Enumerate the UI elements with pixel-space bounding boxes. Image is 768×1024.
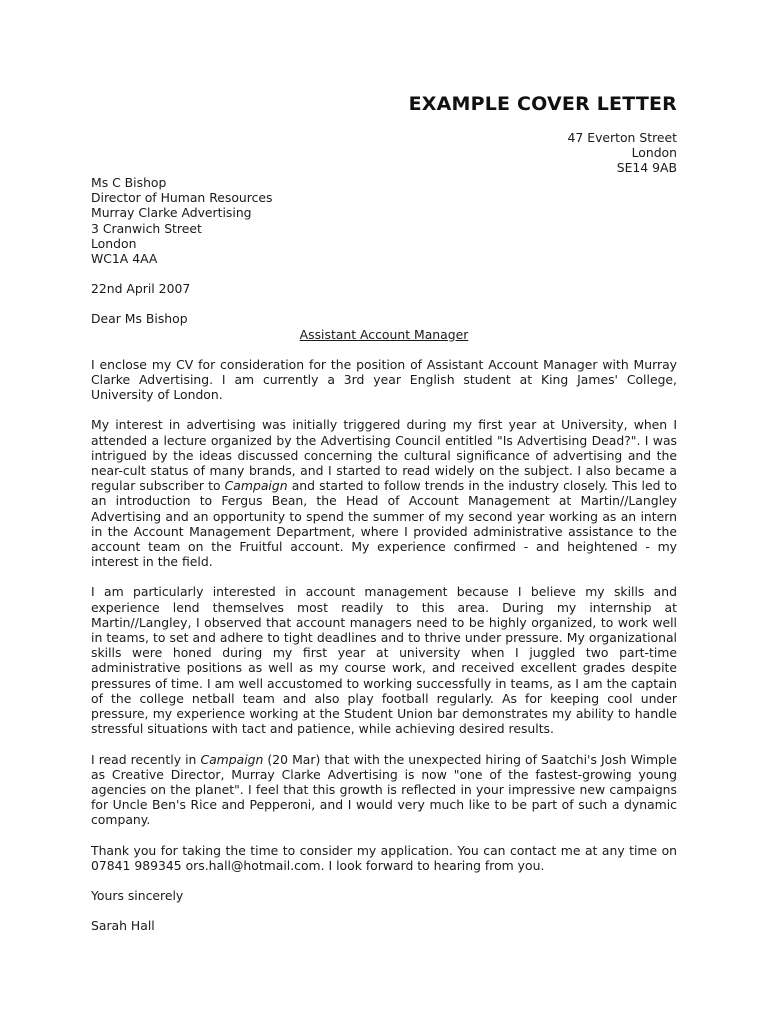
recipient-company: Murray Clarke Advertising [91, 205, 252, 221]
paragraph-intro: I enclose my CV for consideration for the position of Assistant Account Manager with Murray Clarke Advertising. I am currently a 3rd year English student at King James' College, University of London. [91, 356, 677, 403]
sender-address [568, 130, 677, 176]
paragraph-company-text-a: I read recently in [91, 751, 201, 767]
document-title: EXAMPLE COVER LETTER [408, 93, 677, 115]
paragraph-background-text-b: and started to follow trends in the industry closely. This led to an introduction to Fergus Bean, the Head of Account Management at Martin//Langley Advertising and an opportunity to spend the summer of my second year working as an intern in the Account Management Department, where I provided administrative assistance to the account team on the Fruitful account. My experience confirmed - and heightened - my interest in the field. [91, 478, 677, 570]
recipient-street: 3 Cranwich Street [91, 220, 202, 236]
letter-body [91, 175, 677, 933]
paragraph-company-interest [91, 752, 677, 828]
recipient-name: Ms C Bishop [91, 175, 167, 190]
paragraph-contact: Thank you for taking the time to consider my application. You can contact me at any time on 07841 989345 ors.hall@hotmail.com. I look forward to hearing from you. [91, 842, 677, 873]
recipient-address [91, 175, 677, 266]
subject-line: Assistant Account Manager [299, 326, 469, 342]
recipient-title: Director of Human Resources [91, 190, 273, 206]
sender-street: 47 Everton Street [567, 130, 677, 145]
recipient-city: London [91, 235, 137, 251]
sender-city: London [631, 145, 677, 161]
paragraph-skills: I am particularly interested in account management because I believe my skills and experience lend themselves most readily to this area. During my internship at Martin//Langley, I observed that account managers need to be highly organized, to work well in teams, to set and adhere to tight deadlines and to thrive under pressure. My organizational skills were honed during my first year at university when I juggled two part-time administrative positions as well as my course work, and received excellent grades despite pressures of time. I am well accustomed to working successfully in teams, as I am the captain of the college netball team and also play football regularly. As for keeping cool under pressure, my experience working at the Student Union bar demonstrates my ability to handle stressful situations with tact and patience, while achieving desired results. [91, 584, 677, 737]
signature-name: Sarah Hall [91, 918, 155, 934]
recipient-postcode: WC1A 4AA [91, 251, 158, 267]
salutation: Dear Ms Bishop [91, 311, 188, 327]
publication-name: Campaign [200, 751, 264, 767]
paragraph-background-text-a: My interest in advertising was initially triggered during my first year at University, when I attended a lecture organized by the Advertising Council entitled "Is Advertising Dead?". I was intrigued by the ideas discussed concerning the cultural significance of advertising and the near-cult status of many brands, and I started to read widely on the subject. I also became a regular subscriber to [91, 417, 677, 494]
letter-date: 22nd April 2007 [91, 281, 191, 297]
paragraph-background [91, 417, 677, 569]
paragraph-company-text-b: (20 Mar) that with the unexpected hiring of Saatchi's Josh Wimple as Creative Director, Murray Clarke Advertising is now "one of the fastest-growing young agencies on the planet". I feel that this growth is reflected in your impressive new campaigns for Uncle Ben's Rice and Pepperoni, and I would very much like to be part of such a dynamic company. [91, 751, 677, 828]
sender-postcode: SE14 9AB [616, 160, 677, 176]
publication-name: Campaign [224, 478, 288, 494]
closing: Yours sincerely [91, 887, 184, 903]
